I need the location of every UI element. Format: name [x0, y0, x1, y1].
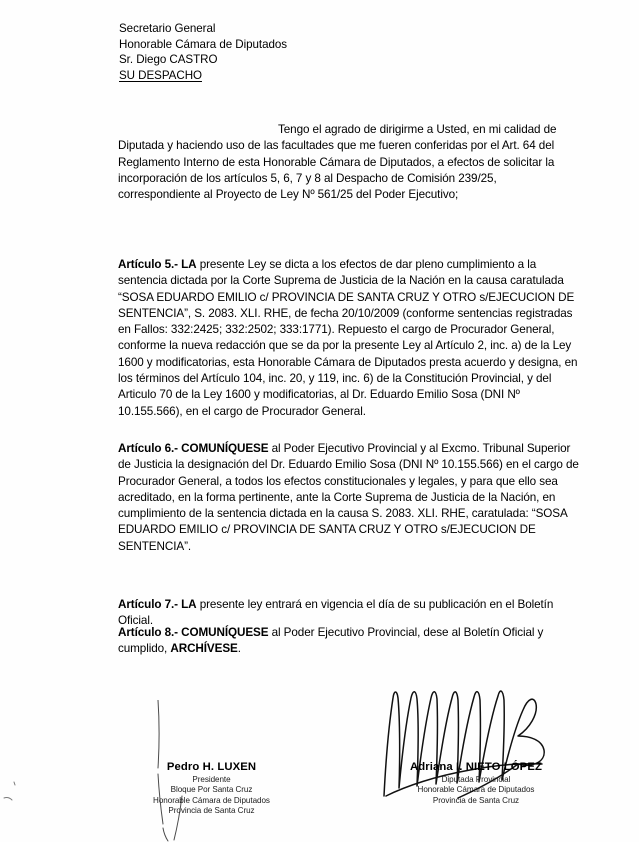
stray-pen-mark [2, 780, 28, 810]
signature-right-name: Adriana I. NIETO LÓPEZ [410, 761, 542, 773]
article-7-text: presente ley entrará en vigencia el día de su publicación en el Boletín Oficial. [118, 598, 554, 628]
article-6 [118, 441, 582, 555]
intro-paragraph [118, 122, 582, 203]
addressee-line-3: Sr. Diego CASTRO [119, 53, 218, 67]
article-5-paragraph [118, 257, 582, 420]
article-8-period: . [237, 642, 241, 656]
intro-paragraph-text: Tengo el agrado de dirigirme a Usted, en mi calidad de Diputada y haciendo uso de las facultades que me fueren conferidas por el Art. 64 del Reglamento Interno de esta Honorable Cámara de Diputados, a efectos de solicitar la incorporación de los artículos 5, 6, 7 y 8 al Despacho de Comisión 239/25, correspondiente al Proyecto de Ley Nº 561/25 del Poder Ejecutivo; [118, 123, 557, 202]
article-5-text: presente Ley se dicta a los efectos de dar pleno cumplimiento a la sentencia dictada por la Corte Suprema de Justicia de la Nación en la causa caratulada “SOSA EDUARDO EMILIO c/ PROVINCIA DE SANTA CRUZ Y OTRO s/EJECUCION DE SENTENCIA”, S. 2083. XLI. RHE, de fecha 20/10/2009 (conforme sentencias registradas en Fallos: 332:2425; 332:2502; 333:1771). Repuesto el cargo de Procurador General, conforme la nueva redacción que se da por la presente Ley al Artículo 2, inc. a) de la Ley 1600 y modificatorias, esta Honorable Cámara de Diputados presta acuerdo y designa, en los términos del Artículo 104, inc. 20, y 119, inc. 6) de la Constitución Provincial, y del Articulo 70 de la Ley 1600 y modificatorias, al Dr. Eduardo Emilio Sosa (DNI Nº 10.155.566), en el cargo de Procurador General. [118, 258, 578, 418]
article-7-lead: Artículo 7.- LA [118, 598, 197, 611]
addressee-line-1: Secretario General [119, 22, 216, 35]
signature-left-name: Pedro H. LUXEN [166, 761, 257, 773]
signature-right-line-1: Diputada Provincial [441, 774, 511, 784]
article-6-text: al Poder Ejecutivo Provincial y al Excmo. Tribunal Superior de Justicia la designación del Dr. Eduardo Emilio Sosa (DNI Nº 10.155.566) en el cargo de Procurador General, a todos los efectos constitucionales y legales, y para que ello sea acreditado, en la forma pertinente, ante la Corte Suprema de Justicia de la Nación, en cumplimiento de la sentencia dictada en la causa S. 2083. XLI. RHE, caratulada: “SOSA EDUARDO EMILIO c/ PROVINCIA DE SANTA CRUZ Y OTRO s/EJECUCION DE SENTENCIA”. [118, 442, 579, 553]
signature-block-left [109, 762, 314, 817]
article-8 [118, 625, 582, 658]
signature-left-line-4: Provincia de Santa Cruz [168, 806, 255, 815]
article-6-lead: Artículo 6.- COMUNÍQUESE [118, 442, 269, 455]
signature-right-line-3: Provincia de Santa Cruz [432, 795, 520, 805]
signature-left-line-1: Presidente [192, 774, 231, 784]
signature-left-line-2: Bloque Por Santa Cruz [170, 785, 253, 794]
article-8-text: al Poder Ejecutivo Provincial, dese al Boletín Oficial y cumplido, [118, 626, 544, 656]
article-5 [118, 257, 582, 420]
article-8-archivese: ARCHÍVESE [170, 642, 238, 656]
addressee-block [119, 21, 287, 83]
signature-block-right [370, 762, 582, 806]
article-8-lead: Artículo 8.- COMUNÍQUESE [118, 626, 269, 639]
article-5-lead: Artículo 5.- LA [118, 258, 197, 271]
addressee-despacho: SU DESPACHO [119, 68, 202, 82]
article-8-paragraph [118, 625, 582, 658]
article-6-paragraph [118, 441, 582, 555]
addressee-line-2: Honorable Cámara de Diputados [119, 37, 288, 51]
signature-right-line-2: Honorable Cámara de Diputados [417, 785, 535, 794]
signature-left-line-3: Honorable Cámara de Diputados [153, 795, 270, 805]
